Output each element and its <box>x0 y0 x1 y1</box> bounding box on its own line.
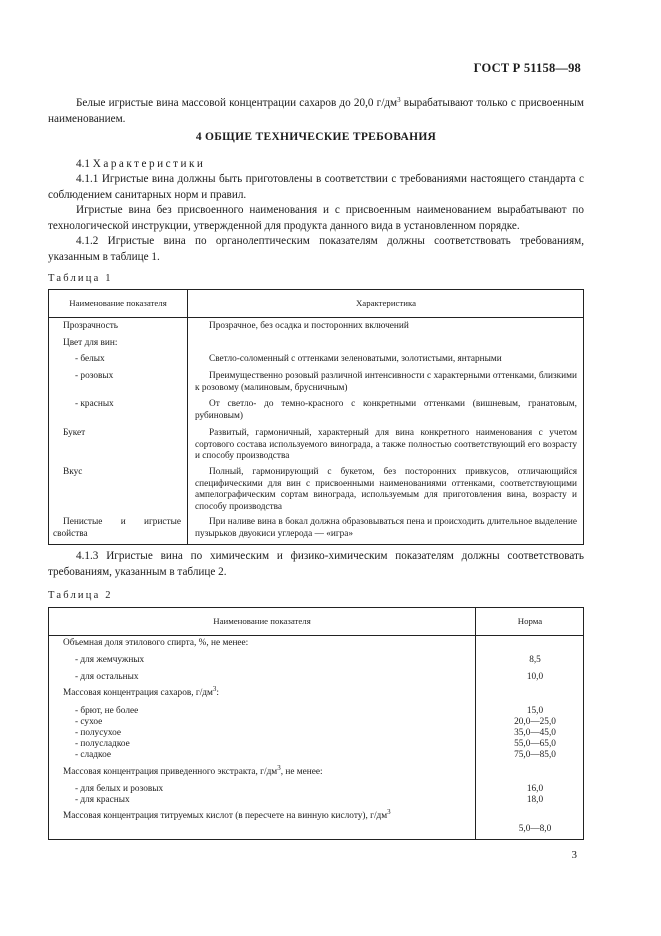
clause-4-1-3: 4.1.3 Игристые вина по химическим и физико-химическим показателям должны соответствовать требованиям, указанным в таблице 2. <box>48 550 584 578</box>
table1-row-text: При наливе вина в бокал должна образовываться пена и происходить длительное выделение пузырьков двуокиси углерода — «игра» <box>195 517 577 539</box>
table2-row-name: - для жемчужных <box>75 655 145 665</box>
table1-header-divider <box>49 317 583 318</box>
table2-group-title-sup: 3 <box>277 764 281 772</box>
table2-row-name: - брют, не более <box>75 706 139 716</box>
page-number: 3 <box>571 849 577 861</box>
intro-paragraph <box>48 96 584 127</box>
table1-row-name: - красных <box>75 399 114 409</box>
intro-text: Белые игристые вина массовой концентрации сахаров до 20,0 г/дм <box>76 97 398 109</box>
table2-row-name: - сладкое <box>75 750 111 760</box>
table1-row-name: Цвет для вин: <box>63 338 118 348</box>
table2-row-value: 16,0 <box>526 784 544 794</box>
table2-row-name: - для белых и розовых <box>75 784 164 794</box>
table1-caption: Таблица 1 <box>48 273 113 284</box>
table2-group-title-end: : <box>216 688 219 698</box>
table1-row-text: Прозрачное, без осадка и посторонних включений <box>209 321 409 331</box>
table2-group-title-sup: 3 <box>387 808 391 816</box>
table2-row-name: - для красных <box>75 795 130 805</box>
table1-col2-header: Характеристика <box>355 298 417 308</box>
clause-4-1-2: 4.1.2 Игристые вина по органолептическим показателям должны соответствовать требованиям, указанным в таблице 1. <box>48 235 584 263</box>
table2-row-name: - полусладкое <box>75 739 130 749</box>
table2-row-value: 35,0—45,0 <box>514 728 556 738</box>
table1-row-text: Полный, гармонирующий с букетом, без посторонних привкусов, отличающийся специфическими для вин с присвоенными наименованиями оттенками, соответствующими ампелографическим сортам винограда, используемым для приготовления вина, возрасту и способу производства <box>195 467 577 512</box>
table2-group-title <box>53 808 463 822</box>
table1 <box>48 289 584 545</box>
table2-row-value: 20,0—25,0 <box>514 717 556 727</box>
table2-row-value: 75,0—85,0 <box>514 750 556 760</box>
section-title: 4 ОБЩИЕ ТЕХНИЧЕСКИЕ ТРЕБОВАНИЯ <box>195 131 437 143</box>
table1-row-text: Развитый, гармоничный, характерный для вина конкретного наименования с учетом сортового состава используемого винограда, а также полностью соответствующий его возрасту и способу производства <box>195 428 577 461</box>
table1-row-text: От светло- до темно-красного с конкретными оттенками (вишневым, гранатовым, рубиновым) <box>195 399 577 421</box>
clause-4-1-number: 4.1 <box>76 158 90 170</box>
table2-caption: Таблица 2 <box>48 590 113 601</box>
table1-row-name: Прозрачность <box>63 321 119 331</box>
table2-row-value: 5,0—8,0 <box>518 824 552 834</box>
clause-4-1-1: 4.1.1 Игристые вина должны быть приготовлены в соответствии с требованиями настоящего стандарта с соблюдением санитарных норм и правил. <box>48 173 584 201</box>
table2-col1-header: Наименование показателя <box>213 616 311 626</box>
intro-sup: 3 <box>397 96 401 104</box>
clause-4-1-title: Характеристики <box>92 158 206 170</box>
document-header: ГОСТ Р 51158—98 <box>473 61 581 75</box>
table2-group-title <box>63 764 323 778</box>
table2-group-title-sup: 3 <box>212 685 217 693</box>
table2-group-title <box>63 685 219 699</box>
table2-row-name: - сухое <box>75 717 103 727</box>
table2-header-divider <box>49 635 583 636</box>
table2-row-name: - полусухое <box>75 728 122 738</box>
table2-row-value: 8,5 <box>529 655 541 665</box>
table1-col1-header: Наименование показателя <box>69 298 167 308</box>
table2-row-value: 15,0 <box>526 706 544 716</box>
table2 <box>48 607 584 840</box>
table2-group-title: Объемная доля этилового спирта, %, не менее: <box>63 638 249 648</box>
table2-row-value: 10,0 <box>526 672 544 682</box>
table1-row-name: Букет <box>63 428 86 438</box>
table2-row-name: - для остальных <box>75 672 139 682</box>
table1-row-name: - розовых <box>75 371 114 381</box>
table1-row-name: Вкус <box>63 467 83 477</box>
table2-group-title-end: , не менее: <box>280 767 323 777</box>
clause-4-1-1-b: Игристые вина без присвоенного наименования и с присвоенным наименованием вырабатывают по технологической инструкции, утвержденной для продукта данного вида в установленном порядке. <box>48 204 584 232</box>
table1-row-name: Пенистые и игристые свойства <box>53 517 181 539</box>
table2-row-value: 18,0 <box>526 795 544 805</box>
table2-group-title-text: Массовая концентрация титруемых кислот (в пересчете на винную кислоту), г/дм <box>63 811 388 821</box>
table1-col-divider <box>187 290 188 544</box>
table1-row-text: Преимущественно розовый различной интенсивности с характерными оттенками, близкими к розовому (малиновым, брусничным) <box>195 371 577 393</box>
clause-4-1 <box>48 157 584 173</box>
table1-row-name: - белых <box>75 354 105 364</box>
table2-group-title-text: Массовая концентрация приведенного экстракта, г/дм <box>63 767 278 777</box>
intro-text-end: вырабатывают только с присвоенным наименованием. <box>48 97 584 125</box>
table2-col2-header: Норма <box>517 616 543 626</box>
table2-group-title-text: Массовая концентрация сахаров, г/дм <box>63 688 213 698</box>
table2-row-value: 55,0—65,0 <box>514 739 556 749</box>
table1-row-text: Светло-соломенный с оттенками зеленоватыми, золотистыми, янтарными <box>209 354 502 364</box>
